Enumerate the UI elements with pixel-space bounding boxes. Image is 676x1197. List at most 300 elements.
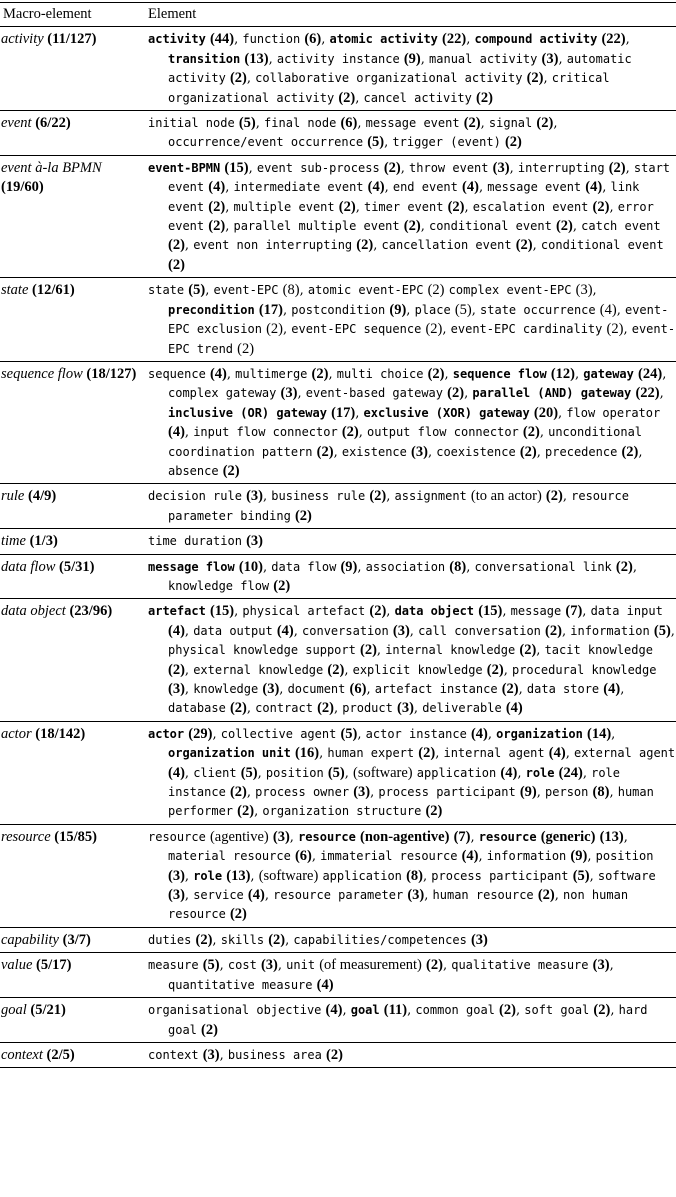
- element-count: (7): [565, 603, 583, 620]
- element-item: postcondition (9),: [291, 301, 411, 318]
- table-row: [0, 927, 676, 952]
- element-count: (2): [311, 365, 329, 382]
- table-row: [0, 824, 676, 927]
- element-list: [148, 114, 676, 153]
- element-count: (4): [470, 725, 488, 742]
- element-item: organisational objective (4),: [148, 1002, 347, 1019]
- element-name: message flow: [148, 559, 235, 574]
- macro-element-name: sequence flow: [1, 365, 83, 382]
- element-item: existence (3),: [341, 443, 433, 460]
- element-count: (2): [526, 70, 544, 87]
- element-name: position: [595, 849, 654, 864]
- element-count: (2): [359, 642, 377, 659]
- element-name: activity instance: [276, 51, 400, 66]
- element-list: [148, 1046, 676, 1065]
- element-item: complex event-EPC (3),: [448, 282, 597, 299]
- element-name: soft goal: [524, 1003, 590, 1018]
- element-item: soft goal (2),: [524, 1002, 615, 1019]
- element-name: measure: [148, 958, 199, 973]
- element-name: signal: [488, 116, 533, 131]
- element-count: (2): [327, 661, 345, 678]
- macro-element-stat: (11/127): [47, 31, 97, 48]
- element-item: resource (non-agentive) (7),: [298, 828, 475, 845]
- element-count: (17): [258, 301, 284, 318]
- element-list: [148, 828, 676, 925]
- element-item: resource (generic) (13),: [478, 828, 628, 845]
- element-name: document: [287, 682, 346, 696]
- element-item: decision rule (3),: [148, 488, 268, 505]
- element-name: deliverable: [422, 701, 502, 716]
- macro-element-stat: (18/142): [35, 725, 86, 742]
- macro-element-stat: (2/5): [46, 1046, 75, 1063]
- macro-element-name: activity: [1, 31, 44, 48]
- element-item: [228, 1048, 343, 1063]
- element-count: (4): [603, 681, 621, 697]
- element-count: (2): [615, 558, 633, 575]
- element-item: role instance (2),: [168, 765, 621, 801]
- element-name: organization unit: [168, 746, 291, 761]
- macro-element-stat: (1/3): [29, 533, 58, 550]
- table-row: [0, 361, 676, 483]
- element-count: (44): [209, 31, 235, 48]
- element-name: cancellation event: [381, 238, 512, 253]
- element-name: event-EPC exclusion: [168, 302, 669, 337]
- element-name: sequence: [148, 366, 206, 381]
- element-count: (5): [572, 867, 590, 884]
- element-item: physical artefact (2),: [242, 603, 391, 620]
- element-name: resource parameter: [273, 888, 404, 903]
- element-name: unconditional coordination pattern: [168, 425, 643, 459]
- element-item: organization (14),: [496, 725, 616, 742]
- element-item: call conversation (2),: [418, 622, 567, 639]
- element-count: (6): [340, 115, 358, 132]
- element-count: (22): [601, 31, 626, 48]
- element-item: association (8),: [365, 558, 471, 575]
- element-count: (8): [406, 867, 423, 884]
- element-name: resource parameter binding: [168, 489, 629, 523]
- element-count: (7): [453, 828, 471, 845]
- element-count: (5): [202, 957, 220, 974]
- macro-element-name: resource: [1, 828, 51, 845]
- element-item: resource (agentive) (3),: [148, 828, 294, 845]
- element-item: information (5),: [570, 622, 675, 639]
- element-item: human resource (2),: [432, 887, 559, 904]
- element-cell: [141, 278, 676, 362]
- macro-element-name: event à-la BPMN: [1, 159, 102, 176]
- element-count: (9): [403, 50, 421, 67]
- element-cell: [141, 599, 676, 721]
- element-count: (2): [592, 198, 610, 215]
- element-count: (3): [492, 159, 510, 176]
- element-item: common goal (2),: [415, 1002, 521, 1019]
- macro-element-cell: [0, 278, 141, 362]
- element-name: goal: [350, 1003, 380, 1018]
- element-count: (2): [504, 134, 522, 151]
- element-item: multimerge (2),: [235, 365, 333, 382]
- element-name: assignment: [394, 489, 467, 504]
- element-name: automatic activity: [168, 51, 632, 86]
- element-name: escalation event: [472, 199, 589, 214]
- element-count: (3): [392, 622, 410, 639]
- table-row: [0, 27, 676, 111]
- element-name: precedence: [545, 444, 618, 459]
- table-row: [0, 1042, 676, 1067]
- element-name: procedural knowledge: [511, 662, 657, 677]
- element-count: (2): [545, 488, 563, 505]
- element-cell: [141, 111, 676, 156]
- element-count: (2): [273, 577, 291, 594]
- element-item: collaborative organizational activity (2),: [255, 70, 548, 87]
- element-item: [308, 283, 445, 298]
- element-count: (2): [476, 89, 493, 106]
- element-name: position: [265, 765, 324, 780]
- element-count: (2): [208, 198, 226, 215]
- element-name: external agent: [573, 746, 676, 761]
- element-item: contract (2),: [255, 700, 339, 717]
- table-header-row: [0, 3, 676, 27]
- element-count: (11): [383, 1002, 408, 1019]
- element-name: common goal: [415, 1003, 495, 1018]
- element-item: role (13),: [193, 867, 255, 884]
- element-list: [148, 1001, 676, 1040]
- element-item: artefact instance (2),: [374, 681, 523, 697]
- element-item: collective agent (5),: [220, 725, 362, 742]
- element-name: organization: [496, 726, 583, 741]
- element-count: (2): [369, 603, 387, 620]
- element-count: (5): [454, 301, 472, 318]
- element-count: (2): [426, 957, 443, 974]
- table-row: [0, 599, 676, 721]
- element-count: (2): [341, 424, 359, 441]
- element-item: client (5),: [193, 764, 262, 781]
- element-name: multiple event: [233, 199, 335, 214]
- element-count: (24): [558, 764, 583, 781]
- element-count: (2): [168, 256, 185, 273]
- element-name: collaborative organizational activity: [255, 71, 523, 86]
- element-item: [168, 464, 240, 479]
- element-count: (2): [522, 424, 540, 441]
- element-item: internal knowledge (2),: [385, 642, 541, 659]
- element-cell: [141, 554, 676, 599]
- element-count: (4): [367, 179, 385, 196]
- element-count: (3): [168, 681, 185, 697]
- element-count: (13): [599, 828, 624, 845]
- element-name: contract: [255, 701, 313, 716]
- element-item: multiple event (2),: [233, 198, 360, 215]
- macro-element-stat: (23/96): [69, 603, 113, 620]
- element-qualifier: (software): [353, 764, 413, 781]
- macro-element-name: state: [1, 282, 29, 299]
- macro-element-table: [0, 2, 676, 1068]
- table-row: [0, 953, 676, 998]
- element-item: knowledge (3),: [193, 681, 284, 697]
- element-name: intermediate event: [233, 180, 364, 195]
- element-item: compound activity (22),: [474, 31, 630, 48]
- element-list: [148, 725, 676, 822]
- element-item: output flow connector (2),: [367, 424, 544, 441]
- macro-element-cell: [0, 484, 141, 529]
- element-count: (2): [501, 681, 519, 697]
- element-item: explicit knowledge (2),: [352, 661, 508, 678]
- element-count: (2): [237, 803, 255, 820]
- element-name: absence: [168, 463, 219, 478]
- element-name: actor: [148, 726, 185, 741]
- element-item: service (4),: [193, 887, 269, 904]
- element-item: [262, 804, 442, 819]
- element-item: measure (5),: [148, 957, 224, 974]
- element-count: (17): [331, 404, 356, 421]
- element-item: function (6),: [242, 31, 326, 48]
- element-count: (3): [411, 443, 428, 460]
- element-name: role instance: [168, 765, 621, 800]
- element-item: event non interrupting (2),: [193, 237, 378, 254]
- element-item: data input (4),: [168, 604, 663, 639]
- macro-element-stat: (5/17): [36, 957, 72, 974]
- element-item: physical knowledge support (2),: [168, 642, 382, 659]
- macro-element-name: time: [1, 533, 26, 550]
- element-name: postcondition: [291, 302, 386, 317]
- element-count: (4): [168, 764, 185, 781]
- element-name: conditional event: [540, 238, 664, 253]
- element-item: document (6),: [287, 681, 371, 697]
- element-name: gateway: [583, 366, 634, 381]
- element-count: (3): [407, 887, 425, 904]
- element-name: physical artefact: [242, 604, 366, 619]
- element-count: (24): [638, 365, 663, 382]
- element-count: (2): [536, 115, 554, 132]
- element-count: (10): [238, 558, 264, 575]
- element-qualifier: (agentive): [209, 828, 269, 845]
- element-item: [293, 933, 487, 948]
- element-item: [168, 579, 290, 594]
- element-count: (3): [202, 1046, 220, 1063]
- element-name: role: [525, 765, 555, 780]
- element-item: timer event (2),: [363, 198, 469, 215]
- element-count: (2): [168, 237, 185, 254]
- element-count: (3): [168, 887, 185, 904]
- element-item: skills (2),: [220, 931, 290, 948]
- element-name: timer event: [363, 199, 444, 214]
- element-item: cost (3),: [227, 957, 283, 974]
- macro-element-name: event: [1, 115, 32, 132]
- macro-element-name: data flow: [1, 558, 56, 575]
- element-count: (3): [246, 533, 263, 550]
- element-name: internal knowledge: [385, 643, 516, 658]
- element-item: place (5),: [414, 301, 476, 318]
- element-count: (2): [229, 906, 247, 923]
- element-count: (8): [282, 282, 300, 299]
- element-name: knowledge: [193, 682, 259, 696]
- element-name: context: [148, 1047, 199, 1062]
- element-name: manual activity: [429, 51, 538, 66]
- element-name: error event: [168, 199, 654, 234]
- element-count: (2): [266, 321, 283, 338]
- element-name: explicit knowledge: [352, 662, 483, 677]
- element-name: process owner: [255, 785, 350, 800]
- element-item: human expert (2),: [327, 745, 440, 762]
- element-item: [168, 978, 334, 993]
- element-name: end event: [392, 180, 458, 195]
- element-list: [148, 602, 676, 718]
- element-list: [148, 956, 676, 995]
- macro-element-name: rule: [1, 488, 25, 505]
- element-count: (2): [427, 282, 445, 299]
- element-name: qualitative measure: [451, 958, 589, 973]
- element-item: resource parameter (3),: [273, 887, 429, 904]
- element-count: (5): [367, 134, 385, 151]
- element-count: (2): [425, 321, 443, 338]
- element-item: flow operator (4),: [168, 405, 661, 441]
- element-item: parallel (AND) gateway (22),: [472, 385, 664, 402]
- element-name: database: [168, 701, 226, 716]
- element-name: conversational link: [474, 559, 612, 574]
- element-name: capabilities/competences: [293, 932, 467, 947]
- element-name: occurrence/event occurrence: [168, 135, 364, 150]
- element-name: actor instance: [365, 726, 467, 741]
- element-name: process participant: [378, 785, 516, 800]
- element-item: event-based gateway (2),: [305, 385, 469, 402]
- element-count: (22): [442, 31, 467, 48]
- header-macro-element: Macro-element: [3, 6, 92, 22]
- element-item: activity (44),: [148, 31, 239, 48]
- macro-element-stat: (19/60): [1, 179, 44, 196]
- element-count: (3): [280, 385, 298, 402]
- element-count: (3): [592, 957, 610, 974]
- element-name: organisational objective: [148, 1003, 322, 1018]
- element-item: (software) application (8),: [258, 867, 428, 884]
- element-name: data object: [394, 604, 475, 619]
- element-name: product: [342, 701, 393, 716]
- table-row: [0, 554, 676, 599]
- element-name: catch event: [581, 219, 661, 234]
- element-count: (9): [570, 848, 588, 865]
- element-cell: [141, 155, 676, 277]
- element-count: (15): [478, 603, 503, 620]
- element-name: event-EPC trend: [168, 322, 676, 356]
- macro-element-cell: [0, 824, 141, 927]
- element-item: state (5),: [148, 282, 210, 299]
- element-cell: [141, 1042, 676, 1067]
- element-count: (9): [340, 558, 358, 575]
- element-item: business rule (2),: [271, 488, 391, 505]
- element-item: duties (2),: [148, 931, 217, 948]
- element-name: exclusive (XOR) gateway: [363, 405, 530, 420]
- macro-element-stat: (4/9): [27, 488, 57, 505]
- element-item: process participant (5),: [431, 867, 594, 884]
- element-item: conditional event (2),: [428, 218, 578, 235]
- element-item: signal (2),: [488, 115, 558, 132]
- element-item: precedence (2),: [545, 443, 643, 460]
- element-name: skills: [220, 932, 265, 947]
- element-name: client: [193, 765, 237, 780]
- element-count: (3): [262, 681, 280, 697]
- element-item: escalation event (2),: [472, 198, 614, 215]
- header-element: Element: [148, 6, 197, 22]
- element-count: (22): [635, 385, 660, 402]
- element-item: input flow connector (2),: [193, 424, 363, 441]
- element-item: complex gateway (3),: [168, 385, 302, 402]
- element-count: (3): [272, 828, 290, 845]
- element-count: (3): [353, 784, 371, 801]
- element-list: [148, 487, 676, 526]
- element-name: application: [322, 868, 402, 883]
- element-item: event-EPC sequence (2),: [291, 321, 447, 338]
- element-name: parallel (AND) gateway: [472, 386, 632, 401]
- element-count: (2): [463, 115, 481, 132]
- element-item: precondition (17),: [168, 301, 288, 318]
- element-count: (13): [244, 50, 269, 67]
- table-row: [0, 529, 676, 554]
- element-name: message event: [365, 116, 460, 131]
- element-name: event-EPC cardinality: [450, 322, 603, 337]
- macro-element-cell: [0, 155, 141, 277]
- element-item: message flow (10),: [148, 558, 268, 575]
- element-name: place: [414, 302, 451, 317]
- element-name: material resource: [168, 849, 291, 864]
- table-row: [0, 998, 676, 1043]
- element-name: association: [365, 559, 446, 574]
- element-list: [148, 931, 676, 950]
- element-name: inclusive (OR) gateway: [168, 405, 327, 420]
- element-name: cancel activity: [363, 90, 472, 105]
- element-item: final node (6),: [264, 115, 362, 132]
- element-item: unit (of measurement) (2),: [286, 957, 448, 974]
- element-item: state occurrence (4),: [480, 301, 621, 318]
- element-name: role: [193, 868, 223, 883]
- table-row: [0, 484, 676, 529]
- element-item: [364, 91, 493, 106]
- element-count: (2): [168, 661, 185, 678]
- element-item: parallel multiple event (2),: [233, 218, 425, 235]
- element-count: (2): [195, 931, 213, 948]
- element-item: conversation (3),: [302, 622, 414, 639]
- element-name: artefact instance: [374, 682, 498, 696]
- element-item: automatic activity (2),: [168, 51, 632, 87]
- element-count: (2): [201, 1021, 218, 1038]
- element-cell: [141, 953, 676, 998]
- element-item: throw event (3),: [409, 159, 514, 176]
- element-name: artefact: [148, 604, 206, 619]
- element-name: resource: [148, 829, 206, 844]
- element-name: complex event-EPC: [448, 283, 572, 298]
- element-item: sequence (4),: [148, 365, 231, 382]
- element-name: event sub-process: [256, 160, 380, 175]
- element-count: (15): [224, 159, 249, 176]
- element-name: state: [148, 283, 185, 298]
- element-name: initial node: [148, 116, 235, 131]
- element-item: information (9),: [486, 848, 592, 865]
- element-name: state occurrence: [480, 302, 596, 317]
- macro-element-name: capability: [1, 931, 59, 948]
- table-row: [0, 111, 676, 156]
- element-count: (20): [533, 404, 559, 421]
- element-name: person: [545, 785, 589, 800]
- element-name: human expert: [327, 746, 415, 761]
- element-name: sequence flow: [452, 366, 547, 381]
- element-name: event-EPC: [213, 283, 279, 298]
- element-name: precondition: [168, 302, 255, 317]
- element-name: software: [597, 868, 656, 883]
- element-item: goal (11),: [350, 1002, 412, 1019]
- element-item: human performer (2),: [168, 785, 654, 820]
- element-name: event-EPC sequence: [291, 322, 422, 337]
- element-item: critical organizational activity (2),: [168, 71, 610, 106]
- element-count: (2): [222, 462, 240, 479]
- element-name: event-BPMN: [148, 160, 221, 175]
- element-item: event sub-process (2),: [256, 159, 405, 176]
- element-name: human performer: [168, 785, 654, 819]
- macro-element-cell: [0, 1042, 141, 1067]
